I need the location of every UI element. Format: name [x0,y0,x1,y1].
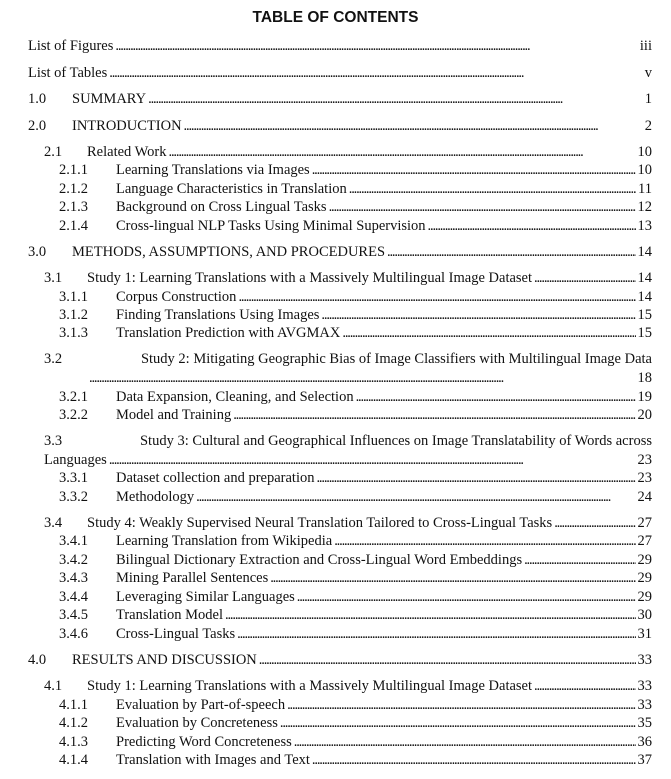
entry-title: List of Figures [28,38,114,54]
entry-title: Study 1: Learning Translations with a Massively Multilingual Image Dataset [87,678,533,694]
section-number: 4.1.4 [59,752,88,768]
entry-title: Bilingual Dictionary Extraction and Cross-Lingual Word Embeddings [116,552,523,568]
dot-leader [233,406,635,424]
dot-leader [237,625,635,643]
entry-title: Corpus Construction [116,289,237,305]
dot-leader [89,369,636,387]
toc-entry[interactable] [59,714,652,732]
section-number: 3.4.5 [59,607,88,623]
toc-entry[interactable] [59,532,652,550]
page-number: 19 [637,389,652,405]
entry-title: Cross-Lingual Tasks [116,626,236,642]
dot-leader [321,306,635,324]
toc-entry[interactable] [59,569,652,587]
toc-entry[interactable] [59,751,652,769]
dot-leader [342,324,635,342]
page-number: 15 [637,325,652,341]
dot-leader [225,606,635,624]
page-number: 23 [637,470,652,486]
entry-title: SUMMARY [72,91,147,107]
page-number: 11 [638,181,652,197]
toc-entry[interactable] [28,651,652,669]
toc-entry[interactable] [44,143,652,161]
page-number: 33 [637,652,652,668]
page-number: 20 [637,407,652,423]
section-number: 4.1.1 [59,697,88,713]
dot-leader [148,90,643,108]
section-number: 4.0 [28,652,47,668]
toc-entry[interactable] [59,180,652,198]
page-number: 37 [637,752,652,768]
section-number: 2.1 [44,144,63,160]
dot-leader [428,217,636,235]
entry-title: Study 4: Weakly Supervised Neural Translation Tailored to Cross-Lingual Tasks [87,515,553,531]
page-number: 27 [637,533,652,549]
toc-entry[interactable] [59,406,652,424]
page-number: 10 [637,162,652,178]
page-number: 2 [644,118,652,134]
section-number: 3.4.1 [59,533,88,549]
page-number: 31 [637,626,652,642]
section-number: 3.0 [28,244,47,260]
section-number: 4.1.3 [59,734,88,750]
toc-entry[interactable] [28,90,652,108]
dot-leader [387,243,635,261]
section-number: 3.1 [44,270,63,286]
entry-title: Learning Translation from Wikipedia [116,533,333,549]
dot-leader [196,488,635,506]
page-number: 29 [637,589,652,605]
toc-entry[interactable] [44,677,652,695]
entry-title: INTRODUCTION [72,118,182,134]
section-number: 2.0 [28,118,47,134]
section-number: 3.4.2 [59,552,88,568]
section-number: 3.4.4 [59,589,88,605]
section-number: 3.3.2 [59,489,88,505]
entry-title: Data Expansion, Cleaning, and Selection [116,389,354,405]
entry-title-continued: Languages [44,452,107,468]
entry-title: Background on Cross Lingual Tasks [116,199,327,215]
page-number: 30 [637,607,652,623]
toc-entry[interactable] [44,350,652,368]
toc-entry[interactable] [59,551,652,569]
page-number: 15 [637,307,652,323]
entry-title: Evaluation by Concreteness [116,715,278,731]
section-number: 2.1.4 [59,218,88,234]
toc-entry[interactable] [44,432,652,450]
toc-entry[interactable] [59,606,652,624]
section-number: 4.1.2 [59,715,88,731]
entry-title: Language Characteristics in Translation [116,181,347,197]
entry-title: List of Tables [28,65,108,81]
page-number: 14 [637,289,652,305]
toc-entry[interactable] [59,198,652,216]
entry-title: Mining Parallel Sentences [116,570,269,586]
section-number: 3.3 [44,433,63,449]
toc-entry-continuation[interactable] [44,451,652,469]
entry-title: Study 1: Learning Translations with a Massively Multilingual Image Dataset [87,270,533,286]
section-number: 2.1.2 [59,181,88,197]
dot-leader [287,696,635,714]
toc-entry[interactable] [59,625,652,643]
dot-leader [312,751,636,769]
page-number: v [644,65,652,81]
dot-leader [115,37,638,55]
entry-title: Methodology [116,489,195,505]
dot-leader [297,588,636,606]
dot-leader [329,198,636,216]
dot-leader [109,451,636,469]
page-number: 12 [637,199,652,215]
section-number: 3.4 [44,515,63,531]
toc-entry[interactable] [59,324,652,342]
toc-entry[interactable] [59,488,652,506]
section-number: 3.2.2 [59,407,88,423]
entry-title: Translation Model [116,607,224,623]
entry-title: Related Work [87,144,167,160]
section-number: 3.1.2 [59,307,88,323]
section-number: 3.2 [44,351,63,367]
toc-entry[interactable] [59,306,652,324]
toc-entry[interactable] [59,469,652,487]
dot-leader [270,569,635,587]
dot-leader [316,469,635,487]
toc-entry[interactable] [59,388,652,406]
section-number: 4.1 [44,678,63,694]
section-number: 3.2.1 [59,389,88,405]
page-number: 10 [637,144,652,160]
dot-leader [356,388,636,406]
toc-entry[interactable] [59,696,652,714]
entry-title: METHODS, ASSUMPTIONS, AND PROCEDURES [72,244,386,260]
dot-leader [334,532,635,550]
page-number: 1 [644,91,652,107]
page-number: 13 [637,218,652,234]
page-number: 35 [637,715,652,731]
page-number: 14 [637,244,652,260]
dot-leader [534,269,635,287]
page-number: 18 [637,370,652,386]
toc-entry[interactable] [28,64,652,82]
entry-title: Learning Translations via Images [116,162,310,178]
section-number: 2.1.1 [59,162,88,178]
toc-entry-continuation[interactable] [87,369,652,387]
page-number: 33 [637,678,652,694]
dot-leader [169,143,636,161]
entry-title: Predicting Word Concreteness [116,734,292,750]
entry-title: Translation with Images and Text [116,752,310,768]
section-number: 3.1.3 [59,325,88,341]
entry-title: Finding Translations Using Images [116,307,320,323]
entry-title: Study 2: Mitigating Geographic Bias of Image Classifiers with Multilingual Image Data [140,351,652,367]
page-number: 23 [637,452,652,468]
page-number: 29 [637,552,652,568]
dot-leader [280,714,636,732]
entry-title: Leveraging Similar Languages [116,589,295,605]
dot-leader [534,677,635,695]
dot-leader [312,161,636,179]
section-number: 3.4.6 [59,626,88,642]
section-number: 3.1.1 [59,289,88,305]
dot-leader [238,288,635,306]
page-number: iii [639,38,652,54]
dot-leader [109,64,642,82]
page-title: TABLE OF CONTENTS [252,9,419,26]
page-number: 24 [637,489,652,505]
toc-entry[interactable] [59,217,652,235]
toc-entry[interactable] [44,269,652,287]
page-number: 27 [637,515,652,531]
entry-title: Study 3: Cultural and Geographical Influences on Image Translatability of Words across [139,433,652,449]
entry-title: RESULTS AND DISCUSSION [72,652,257,668]
dot-leader [554,514,635,532]
section-number: 3.4.3 [59,570,88,586]
toc-entry[interactable] [28,117,652,135]
dot-leader [184,117,643,135]
entry-title: Model and Training [116,407,232,423]
toc-entry[interactable] [28,37,652,55]
page-number: 29 [637,570,652,586]
section-number: 1.0 [28,91,47,107]
toc-entry[interactable] [59,288,652,306]
toc-entry[interactable] [59,588,652,606]
page-number: 36 [637,734,652,750]
toc-entry[interactable] [59,161,652,179]
dot-leader [259,651,636,669]
dot-leader [349,180,636,198]
dot-leader [524,551,635,569]
dot-leader [294,733,636,751]
entry-title: Translation Prediction with AVGMAX [116,325,341,341]
section-number: 2.1.3 [59,199,88,215]
page-number: 33 [637,697,652,713]
toc-entry[interactable] [59,733,652,751]
toc-entry[interactable] [44,514,652,532]
section-number: 3.3.1 [59,470,88,486]
entry-title: Dataset collection and preparation [116,470,315,486]
page-number: 14 [637,270,652,286]
entry-title: Cross-lingual NLP Tasks Using Minimal Supervision [116,218,426,234]
entry-title: Evaluation by Part-of-speech [116,697,286,713]
toc-entry[interactable] [28,243,652,261]
